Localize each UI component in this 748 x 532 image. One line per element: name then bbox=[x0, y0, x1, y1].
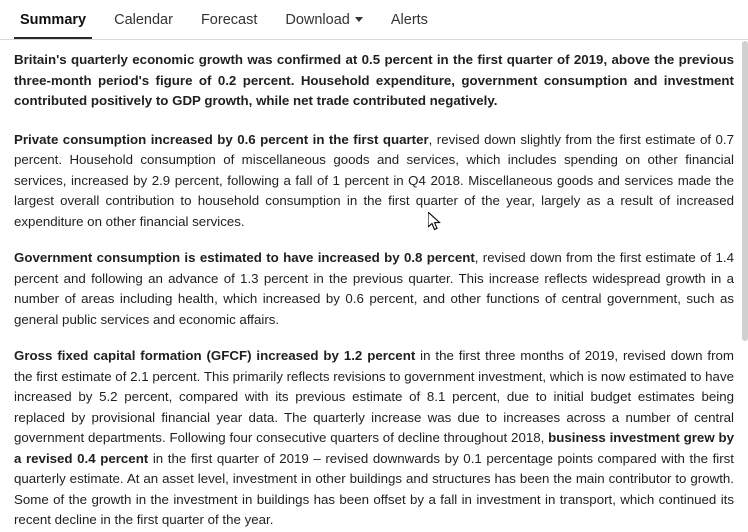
text-run-emphasis: Private consumption increased by 0.6 percent in the first quarter bbox=[14, 131, 429, 147]
text-run: , revised down slightly from the first estimate of 0.7 percent. Household consumption of miscellaneous goods and services, which includes spending on other financial services, increased by 2.9 percent, following a fall of 1 percent in Q4 2018. Miscellaneous goods and services made the largest overall contribution to household consumption in the first quarter of the year, largely as a result of increased expenditure on other financial services. bbox=[14, 131, 734, 229]
paragraph bbox=[14, 346, 734, 531]
tab-forecast[interactable] bbox=[187, 3, 271, 39]
text-run-emphasis: Gross fixed capital formation (GFCF) increased by 1.2 percent bbox=[14, 348, 416, 363]
tab-label: Alerts bbox=[390, 12, 428, 28]
tab-alerts[interactable] bbox=[377, 3, 442, 39]
tab-download[interactable] bbox=[271, 3, 377, 39]
paragraph bbox=[14, 50, 734, 112]
text-run-emphasis: business investment grew by a revised 0.4 percent bbox=[14, 430, 734, 466]
tab-label: Download bbox=[285, 12, 350, 28]
paragraph bbox=[14, 248, 734, 330]
text-run-emphasis: Britain's quarterly economic growth was confirmed at 0.5 percent in the first quarter of 2019, above the previous three-month period's figure of 0.2 percent. Household expenditure, government consumption and investment contributed positively to GDP growth, while net trade contributed negatively. bbox=[14, 52, 734, 108]
text-run: , revised down from the first estimate of 1.4 percent and following an advance of 1.3 percent in the previous quarter. This increase reflects widespread growth in a number of areas including health, which increased by 0.6 percent, and other functions of central government, such as general public services and economic affairs. bbox=[14, 250, 734, 327]
text-run-emphasis: Government consumption is estimated to have increased by 0.8 percent bbox=[14, 250, 475, 265]
tab-summary[interactable] bbox=[6, 3, 100, 39]
article-body bbox=[0, 40, 748, 531]
tab-label: Calendar bbox=[114, 12, 173, 28]
scrollbar-thumb[interactable] bbox=[742, 41, 748, 341]
tab-label: Summary bbox=[20, 12, 87, 28]
chevron-down-icon bbox=[355, 17, 363, 22]
text-run: in the first three months of 2019, revised down from the first estimate of 2.1 percent. This primarily reflects revisions to government investment, which is now estimated to have increased by 5.2 percent, compared with its previous estimate of 8.1 percent, due to initial budget estimates being replaced by provisional financial year data. The quarterly increase was due to increases across a number of central government departments. Following four consecutive quarters of decline throughout 2018, bbox=[14, 348, 734, 445]
vertical-scrollbar[interactable] bbox=[742, 41, 748, 532]
tab-label: Forecast bbox=[200, 12, 258, 28]
tab-calendar[interactable] bbox=[100, 3, 187, 39]
paragraph bbox=[14, 130, 734, 233]
text-run: in the first quarter of 2019 – revised downwards by 0.1 percentage points compared with the first quarterly estimate. At an asset level, investment in other buildings and structures has been the main contributor to growth. Some of the growth in the investment in buildings has been offset by a fall in investment in transport, which continued its recent decline in the first quarter of the year. bbox=[14, 450, 734, 527]
tab-bar bbox=[0, 0, 748, 40]
